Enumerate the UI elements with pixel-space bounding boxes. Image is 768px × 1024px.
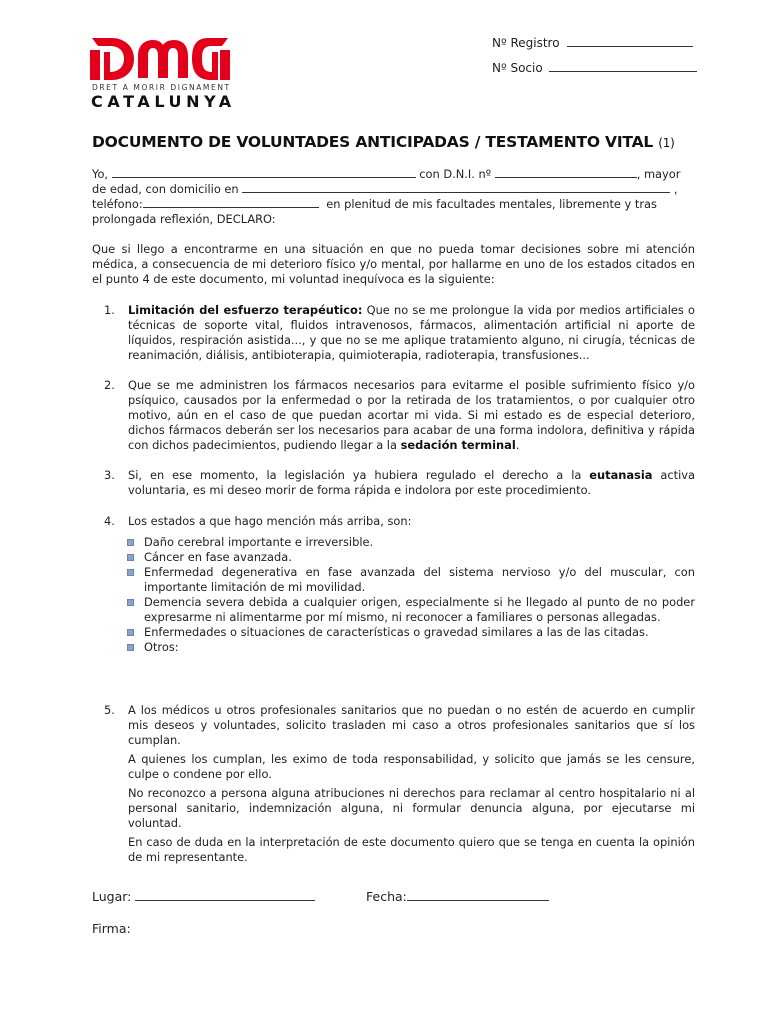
bullet-text: Demencia severa debida a cualquier origen, especialmente si he llegado al punto de no poder expresarme ni alimentarme por mí mismo, ni reconocer a familiares o personas allegadas. bbox=[144, 595, 695, 624]
fecha-label: Fecha: bbox=[366, 889, 407, 904]
square-bullet-icon bbox=[127, 599, 134, 606]
socio-input-line[interactable] bbox=[549, 61, 697, 72]
list-item-1 bbox=[92, 303, 695, 363]
item-2-text: Que se me administren los fármacos necesarios para evitarme el posible sufrimiento físico y/o psíquico, causados por la enfermedad o por la retirada de los tratamientos, o por cualquier otro motivo, aún en el caso de que puedan acortar mi vida. Si mi estado es de especial deterioro, dichos fármacos deberán ser los necesarios para acabar de una forma indolora, definitiva y rápida con dichos padecimientos, pudiendo llegar a la bbox=[128, 378, 695, 452]
item-number: 2. bbox=[104, 378, 115, 392]
bullet-text: Enfermedad degenerativa en fase avanzada del sistema nervioso y/o del muscular, con importante limitación de mi movilidad. bbox=[144, 565, 695, 594]
square-bullet-icon bbox=[127, 539, 134, 546]
intro-line-4: prolongada reflexión, DECLARO: bbox=[92, 212, 276, 226]
registro-label: Nº Registro bbox=[492, 36, 560, 50]
square-bullet-icon bbox=[127, 554, 134, 561]
list-item-2 bbox=[92, 378, 695, 453]
intro-telefono: teléfono: bbox=[92, 197, 143, 211]
document-title bbox=[92, 133, 675, 151]
item-3-text: Si, en ese momento, la legislación ya hubiera regulado el derecho a la bbox=[128, 468, 590, 482]
list-item-5 bbox=[92, 703, 695, 869]
item-3-bold: eutanasia bbox=[589, 468, 653, 482]
item-number: 5. bbox=[104, 703, 115, 717]
item-5-paragraph: A los médicos u otros profesionales sanitarios que no puedan o no estén de acuerdo en cumplir mis deseos y voluntades, solicito trasladen mi caso a otros profesionales sanitarios que sí los cumplan. bbox=[128, 703, 695, 747]
registro-input-line[interactable] bbox=[567, 36, 693, 47]
telefono-blank[interactable] bbox=[143, 197, 319, 208]
dmd-logo bbox=[90, 34, 240, 111]
lugar-field bbox=[92, 889, 315, 904]
item-2-end: . bbox=[515, 438, 520, 452]
item-1-text: Que no se me prolongue la vida por medios artificiales o técnicas de soporte vital, fluidos intravenosos, fármacos, alimentación artificial ni aporte de líquidos, respiración asistida..., y que no se me aplique tratamiento alguno, ni cirugía, técnicas de reanimación, diálisis, antibioterapia, quimioterapia, radioterapia, transfusiones... bbox=[128, 303, 695, 362]
item-number: 4. bbox=[104, 514, 115, 528]
intro-paragraph: Que si llego a encontrarme en una situación en que no pueda tomar decisiones sobre mi atención médica, a consecuencia de mi deterioro físico y/o mental, por hallarme en uno de los estados citados en el punto 4 de este documento, mi voluntad inequívoca es la siguiente: bbox=[92, 242, 695, 286]
intro-rest: en plenitud de mis facultades mentales, libremente y tras bbox=[326, 197, 657, 211]
logo-tagline: DRET A MORIR DIGNAMENT bbox=[92, 83, 231, 92]
square-bullet-icon bbox=[127, 644, 134, 651]
item-5-paragraph: En caso de duda en la interpretación de este documento quiero que se tenga en cuenta la opinión de mi representante. bbox=[128, 835, 695, 864]
socio-label: Nº Socio bbox=[492, 61, 543, 75]
intro-line-3 bbox=[92, 197, 695, 212]
square-bullet-icon bbox=[127, 629, 134, 636]
bullet-text: Cáncer en fase avanzada. bbox=[144, 550, 292, 564]
lugar-blank[interactable] bbox=[135, 889, 315, 901]
intro-domicilio: de edad, con domicilio en bbox=[92, 182, 239, 196]
dmd-logo-mark bbox=[90, 34, 230, 82]
bullet-item bbox=[124, 595, 695, 625]
square-bullet-icon bbox=[127, 569, 134, 576]
intro-line-1 bbox=[92, 167, 695, 182]
intro-comma: , bbox=[673, 182, 678, 196]
socio-field bbox=[492, 61, 697, 75]
title-note: (1) bbox=[658, 136, 675, 150]
item-5-paragraph: No reconozco a persona alguna atribuciones ni derechos para reclamar al centro hospitalario ni al personal sanitario, indemnización alguna, ni formular denuncia alguna, por ejecutarse mi voluntad. bbox=[128, 786, 695, 830]
item-1-bold: Limitación del esfuerzo terapéutico: bbox=[128, 303, 363, 317]
states-bullet-list bbox=[124, 535, 695, 655]
intro-dni: con D.N.I. nº bbox=[419, 167, 492, 181]
bullet-text: Enfermedades o situaciones de características o gravedad similares a las de las citadas. bbox=[144, 625, 649, 639]
fecha-blank[interactable] bbox=[407, 889, 549, 901]
intro-yo: Yo, bbox=[92, 167, 109, 181]
item-number: 1. bbox=[104, 303, 115, 317]
title-text: DOCUMENTO DE VOLUNTADES ANTICIPADAS / TESTAMENTO VITAL bbox=[92, 133, 654, 151]
bullet-text: Otros: bbox=[144, 640, 179, 654]
item-5-paragraph: A quienes los cumplan, les eximo de toda responsabilidad, y solicito que jamás se les censure, culpe o condene por ello. bbox=[128, 752, 695, 781]
item-number: 3. bbox=[104, 468, 115, 482]
fecha-field bbox=[366, 889, 549, 904]
item-4-text: Los estados a que hago mención más arriba, son: bbox=[128, 514, 412, 528]
bullet-item bbox=[124, 640, 695, 655]
name-blank[interactable] bbox=[112, 167, 416, 178]
bullet-item bbox=[124, 550, 695, 565]
intro-mayor: , mayor bbox=[636, 167, 681, 181]
item-3-end: activa voluntaria, es mi deseo morir de forma rápida e indolora por este procedimiento. bbox=[128, 468, 695, 497]
firma-label: Firma: bbox=[92, 921, 131, 936]
intro-line-2 bbox=[92, 182, 695, 197]
logo-region: CATALUNYA bbox=[91, 92, 236, 111]
bullet-item bbox=[124, 535, 695, 550]
bullet-text: Daño cerebral importante e irreversible. bbox=[144, 535, 374, 549]
bullet-item bbox=[124, 565, 695, 595]
item-2-bold: sedación terminal bbox=[400, 438, 516, 452]
domicilio-blank[interactable] bbox=[242, 182, 670, 193]
dni-blank[interactable] bbox=[495, 167, 637, 178]
lugar-label: Lugar: bbox=[92, 889, 132, 904]
registro-field bbox=[492, 36, 693, 50]
bullet-item bbox=[124, 625, 695, 640]
list-item-4 bbox=[92, 514, 695, 655]
list-item-3 bbox=[92, 468, 695, 498]
